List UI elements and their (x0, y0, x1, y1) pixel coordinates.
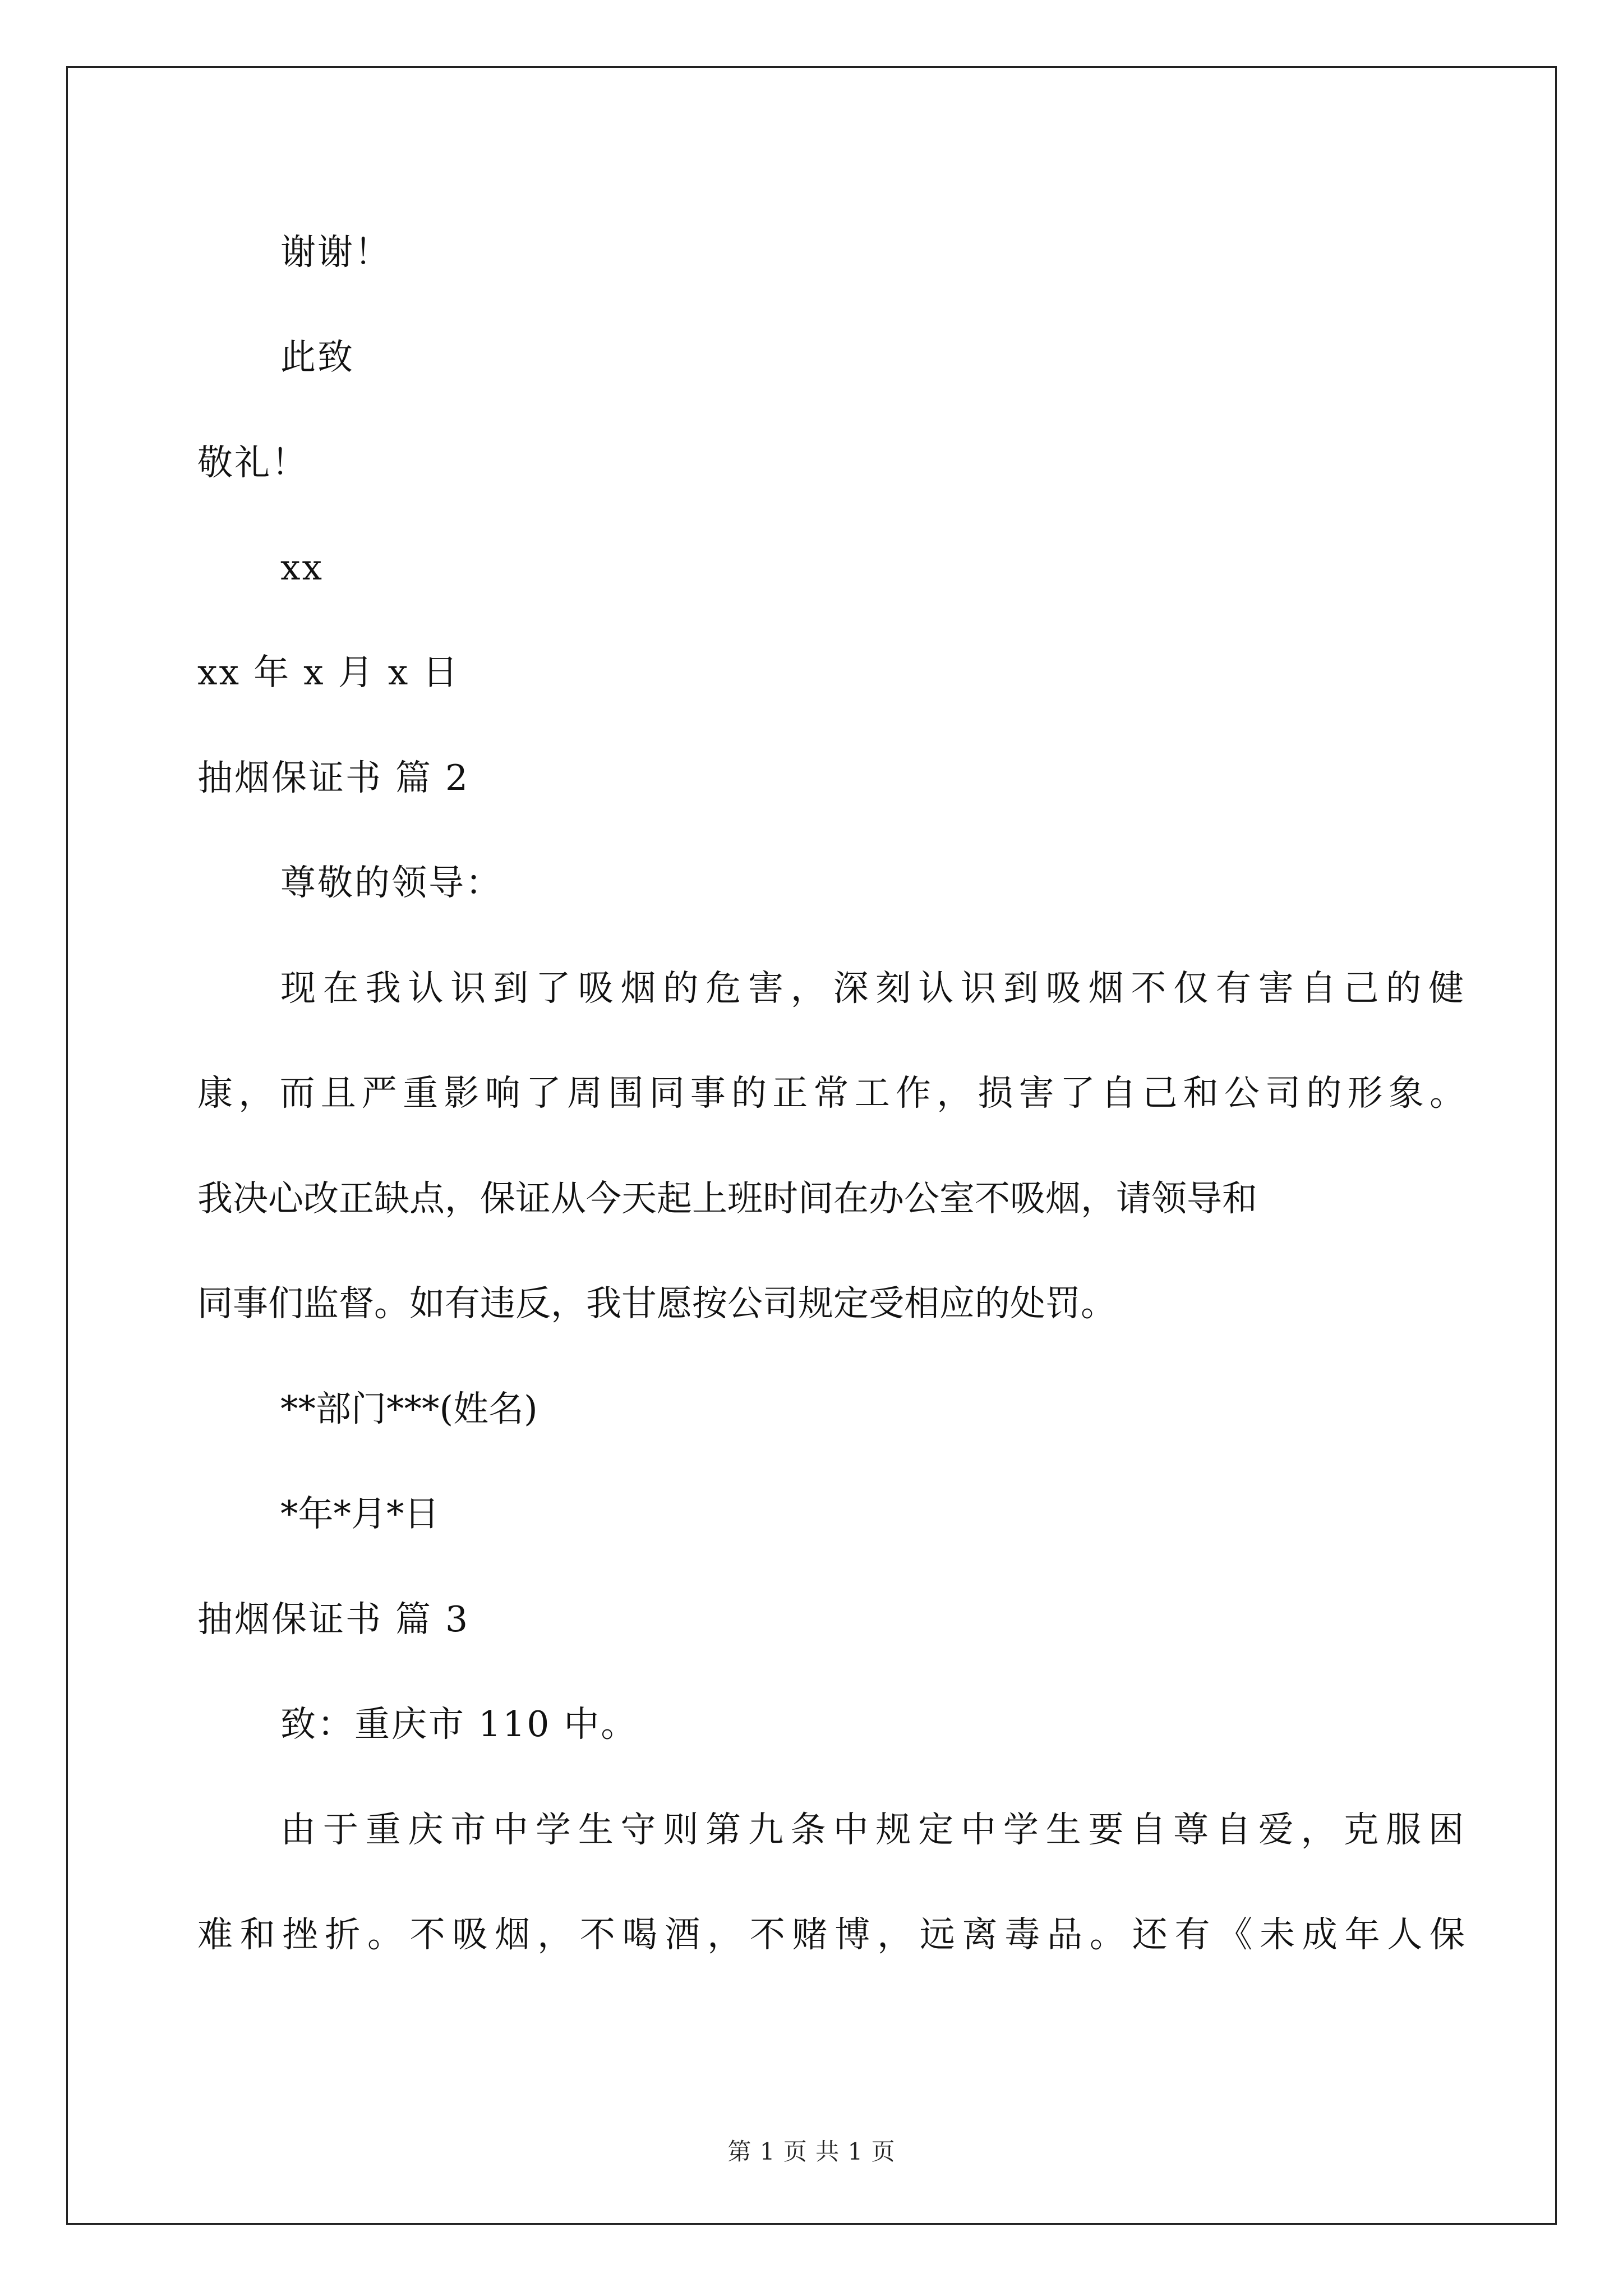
closing-thanks: 谢谢！ (280, 232, 391, 273)
body-paragraph-line: 现在我认识到了吸烟的危害，深刻认识到吸烟不仅有害自己的健 (280, 968, 1464, 1009)
signature-date-placeholder: *年*月*日 (280, 1493, 440, 1534)
closing-salutation: 此致 (280, 337, 354, 378)
page-footer: 第 1 页 共 1 页 (727, 2138, 896, 2165)
page-border (66, 66, 1557, 2225)
letter-greeting: 尊敬的领导： (280, 862, 502, 903)
body-paragraph-line: 难和挫折。不吸烟，不喝酒，不赌博，远离毒品。还有《未成年人保 (197, 1914, 1465, 1955)
signature-name: xx (280, 547, 324, 588)
closing-regards: 敬礼！ (197, 442, 308, 483)
body-paragraph-line: 由于重庆市中学生守则第九条中规定中学生要自尊自爱，克服困 (280, 1809, 1464, 1850)
section-heading-2: 抽烟保证书 篇 2 (197, 757, 470, 798)
body-paragraph-line: 同事们监督。如有违反，我甘愿按公司规定受相应的处罚。 (197, 1283, 1116, 1324)
body-paragraph-line: 我决心改正缺点，保证从今天起上班时间在办公室不吸烟，请领导和 (197, 1178, 1257, 1219)
section-heading-3: 抽烟保证书 篇 3 (197, 1599, 470, 1640)
letter-addressee: 致：重庆市 110 中。 (280, 1704, 638, 1745)
signature-date: xx 年 x 月 x 日 (197, 652, 460, 693)
signature-department: **部门***(姓名) (280, 1388, 538, 1429)
body-paragraph-line: 康，而且严重影响了周围同事的正常工作，损害了自己和公司的形象。 (197, 1073, 1465, 1114)
